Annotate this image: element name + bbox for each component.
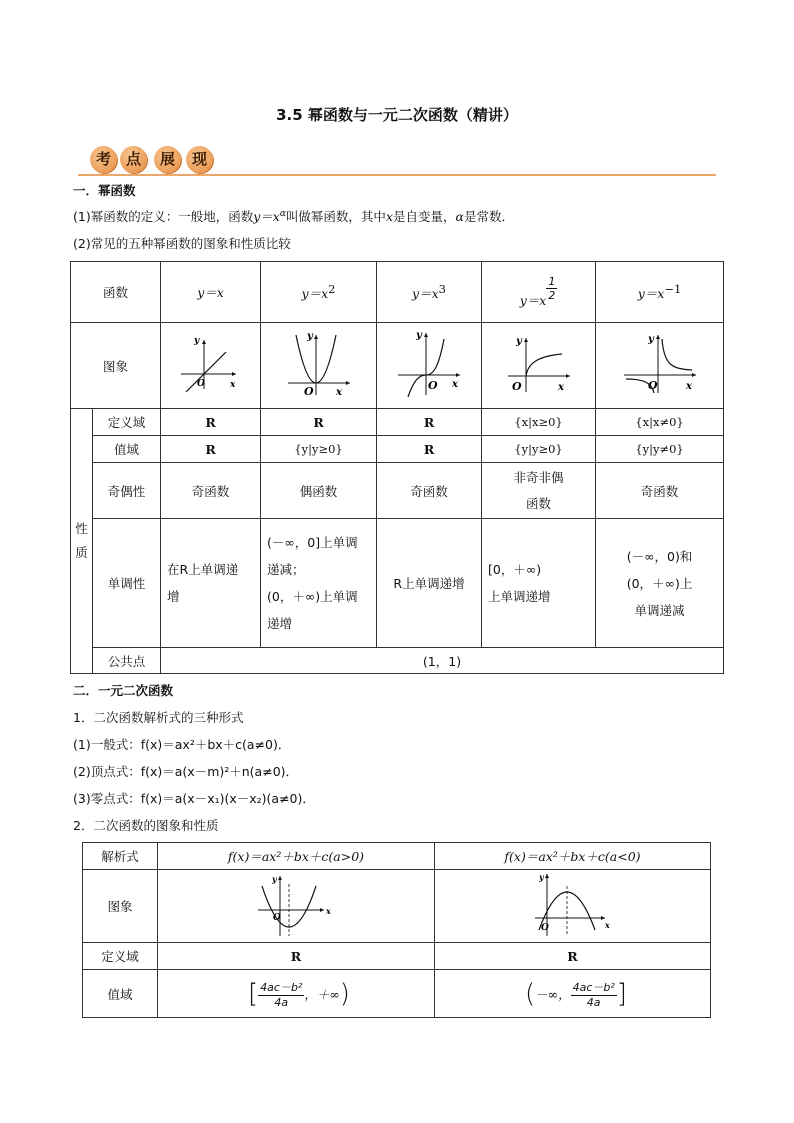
svg-text:y: y bbox=[272, 873, 277, 884]
graph-linear-svg bbox=[176, 334, 246, 394]
table-row bbox=[83, 870, 711, 943]
func-cell-2: $y=x^2$ bbox=[261, 262, 377, 323]
row-label-parity: 奇偶性 bbox=[93, 463, 161, 519]
cell: R上单调递增 bbox=[377, 519, 482, 648]
func-cell-1: y＝x bbox=[161, 262, 261, 323]
cell: R bbox=[161, 436, 261, 463]
table-row bbox=[71, 409, 724, 436]
section1-heading: 一．幂函数 bbox=[73, 183, 136, 198]
cell: (－∞，0)和 (0，＋∞)上 单调递减 bbox=[596, 519, 724, 648]
table-row bbox=[71, 463, 724, 519]
row-label-graph: 图象 bbox=[83, 870, 158, 943]
cell: (－∞，0]上单调 递减； (0，＋∞)上单调 递增 bbox=[261, 519, 377, 648]
cell: {x|x≠0} bbox=[596, 409, 724, 436]
svg-text:y: y bbox=[306, 331, 313, 342]
cell: R bbox=[377, 409, 482, 436]
svg-text:O: O bbox=[303, 385, 314, 398]
graph-properties-heading: 2．二次函数的图象和性质 bbox=[73, 818, 219, 833]
table-row bbox=[71, 648, 724, 674]
banner-char-3: 展 bbox=[154, 146, 181, 173]
svg-text:y: y bbox=[193, 336, 199, 346]
svg-text:x: x bbox=[229, 380, 235, 390]
row-label-monotonicity: 单调性 bbox=[93, 519, 161, 648]
upward-parabola-svg bbox=[256, 872, 336, 938]
svg-text:x: x bbox=[452, 379, 458, 390]
row-label-range: 值域 bbox=[83, 970, 158, 1018]
svg-text:O: O bbox=[196, 379, 205, 389]
table-row bbox=[71, 519, 724, 648]
cell: 非奇非偶 函数 bbox=[482, 463, 596, 519]
graph-upward-parabola bbox=[158, 870, 435, 943]
svg-text:O: O bbox=[273, 912, 281, 923]
svg-text:x: x bbox=[326, 905, 331, 916]
cell: [0，＋∞) 上单调递增 bbox=[482, 519, 596, 648]
header-expression: 解析式 bbox=[83, 843, 158, 870]
graph-square bbox=[261, 323, 377, 409]
svg-text:x: x bbox=[335, 387, 342, 398]
cell: {y|y≥0} bbox=[482, 436, 596, 463]
cell: 奇函数 bbox=[596, 463, 724, 519]
graph-downward-parabola bbox=[435, 870, 711, 943]
svg-text:O: O bbox=[540, 922, 549, 933]
row-label-range: 值域 bbox=[93, 436, 161, 463]
svg-text:y: y bbox=[647, 334, 654, 345]
cell: 奇函数 bbox=[161, 463, 261, 519]
svg-text:x: x bbox=[604, 919, 610, 930]
cell: {y|y≠0} bbox=[596, 436, 724, 463]
func-cell-5: $y=x^{-1}$ bbox=[596, 262, 724, 323]
cell: R bbox=[435, 943, 711, 970]
header-a-negative: f(x)＝ax²＋bx＋c(a<0) bbox=[435, 843, 711, 870]
downward-parabola-svg bbox=[533, 872, 613, 938]
svg-text:O: O bbox=[428, 379, 438, 392]
graph-sqrt-svg bbox=[504, 332, 574, 396]
table-row bbox=[83, 843, 711, 870]
row-label-domain: 定义域 bbox=[93, 409, 161, 436]
row-label-common-point: 公共点 bbox=[93, 648, 161, 674]
table-row-graphs bbox=[71, 323, 724, 409]
common-point-value: (1，1) bbox=[161, 648, 724, 674]
comparison-intro: (2)常见的五种幂函数的图象和性质比较 bbox=[73, 236, 291, 251]
graph-cube bbox=[377, 323, 482, 409]
banner-underline bbox=[78, 174, 716, 176]
cell: {y|y≥0} bbox=[261, 436, 377, 463]
banner-char-4: 现 bbox=[186, 146, 213, 173]
vertex-form: (2)顶点式：f(x)＝a(x－m)²＋n(a≠0)． bbox=[73, 764, 299, 779]
zero-form: (3)零点式：f(x)＝a(x－x₁)(x－x₂)(a≠0)． bbox=[73, 791, 315, 806]
table-row bbox=[83, 943, 711, 970]
svg-text:y: y bbox=[515, 336, 522, 347]
table-row bbox=[83, 970, 711, 1018]
cell: R bbox=[158, 943, 435, 970]
banner-char-2: 点 bbox=[120, 146, 147, 173]
range-a-negative: (－∞， $\frac{\text{4ac－b²}}{4a}$ ] bbox=[435, 970, 711, 1018]
graph-sqrt bbox=[482, 323, 596, 409]
cell: 奇函数 bbox=[377, 463, 482, 519]
svg-text:O: O bbox=[647, 379, 658, 392]
range-a-positive: [ $\frac{\text{4ac－b²}}{4a}$ ，＋∞) bbox=[158, 970, 435, 1018]
graph-reciprocal bbox=[596, 323, 724, 409]
graph-cube-svg bbox=[394, 329, 464, 399]
banner-char-1: 考 bbox=[90, 146, 117, 173]
page-title: 3.5 幂函数与一元二次函数（精讲） bbox=[276, 106, 518, 124]
row-label-function: 函数 bbox=[71, 262, 161, 323]
svg-text:x: x bbox=[685, 381, 692, 392]
svg-text:O: O bbox=[511, 380, 522, 393]
table-row bbox=[71, 436, 724, 463]
cell: 偶函数 bbox=[261, 463, 377, 519]
cell: {x|x≥0} bbox=[482, 409, 596, 436]
table-row-functions bbox=[71, 262, 724, 323]
graph-reciprocal-svg bbox=[620, 331, 700, 397]
group-label-properties: 性质 bbox=[71, 409, 93, 674]
cell: 在R上单调递 增 bbox=[161, 519, 261, 648]
general-form: (1)一般式：f(x)＝ax²＋bx＋c(a≠0)． bbox=[73, 737, 291, 752]
quadratic-table bbox=[82, 842, 711, 1018]
power-function-table bbox=[70, 261, 724, 674]
row-label-graph: 图象 bbox=[71, 323, 161, 409]
svg-text:y: y bbox=[538, 871, 544, 882]
section2-heading: 二．一元二次函数 bbox=[73, 683, 174, 698]
graph-linear bbox=[161, 323, 261, 409]
row-label-domain: 定义域 bbox=[83, 943, 158, 970]
power-function-definition: (1)幂函数的定义：一般地，函数$y=x^\alpha$叫做幂函数，其中x是自变量，α是常数． bbox=[73, 208, 514, 224]
svg-text:x: x bbox=[557, 382, 564, 393]
graph-square-svg bbox=[284, 329, 354, 399]
func-cell-4: y＝x $\frac{1}{2}$ bbox=[482, 262, 596, 323]
cell: R bbox=[377, 436, 482, 463]
cell: R bbox=[161, 409, 261, 436]
func-cell-3: $y=x^3$ bbox=[377, 262, 482, 323]
svg-text:y: y bbox=[416, 330, 422, 341]
header-a-positive: f(x)＝ax²＋bx＋c(a>0) bbox=[158, 843, 435, 870]
forms-heading: 1．二次函数解析式的三种形式 bbox=[73, 710, 244, 725]
cell: R bbox=[261, 409, 377, 436]
